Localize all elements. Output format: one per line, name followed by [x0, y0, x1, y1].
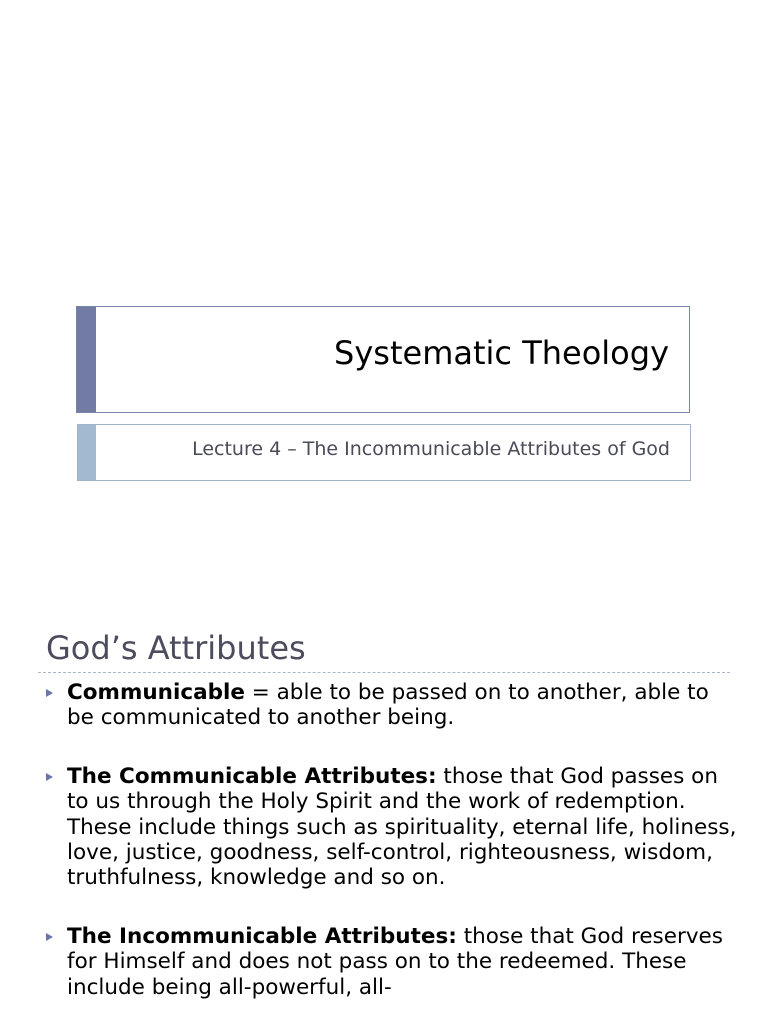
subtitle-accent-bar	[78, 425, 96, 480]
title-accent-bar	[77, 307, 96, 412]
slide-title: Systematic Theology	[334, 334, 669, 372]
title-box	[76, 306, 690, 413]
list-item-communicable-attributes	[0, 764, 768, 891]
slide-subtitle: Lecture 4 – The Incommunicable Attributes of God	[192, 438, 670, 460]
triangle-bullet-icon	[46, 773, 53, 781]
bullet-text: = able to be passed on to another, able to be communicated to another being.	[67, 680, 709, 731]
triangle-bullet-icon	[46, 933, 53, 941]
bullet-term: Communicable	[67, 680, 245, 705]
bullet-term: The Communicable Attributes:	[67, 763, 437, 789]
triangle-bullet-icon	[46, 689, 53, 697]
attributes-list	[0, 680, 768, 1000]
heading-divider	[38, 672, 730, 673]
list-item-incommunicable-attributes	[0, 924, 768, 1000]
subtitle-box	[77, 424, 691, 481]
bullet-text: those that God passes on to us through the Holy Spirit and the work of redemption. These include things such as spirituality, eternal life, holiness, love, justice, goodness, self-control, righteousness, wisdom, truthfulness, knowledge and so on.	[67, 763, 737, 891]
bullet-term: The Incommunicable Attributes:	[67, 923, 457, 949]
bullet-text: those that God reserves for Himself and does not pass on to the redeemed. These include being all-powerful, all-	[67, 923, 723, 1000]
attributes-heading: God’s Attributes	[46, 629, 306, 667]
list-item-communicable	[0, 680, 768, 731]
